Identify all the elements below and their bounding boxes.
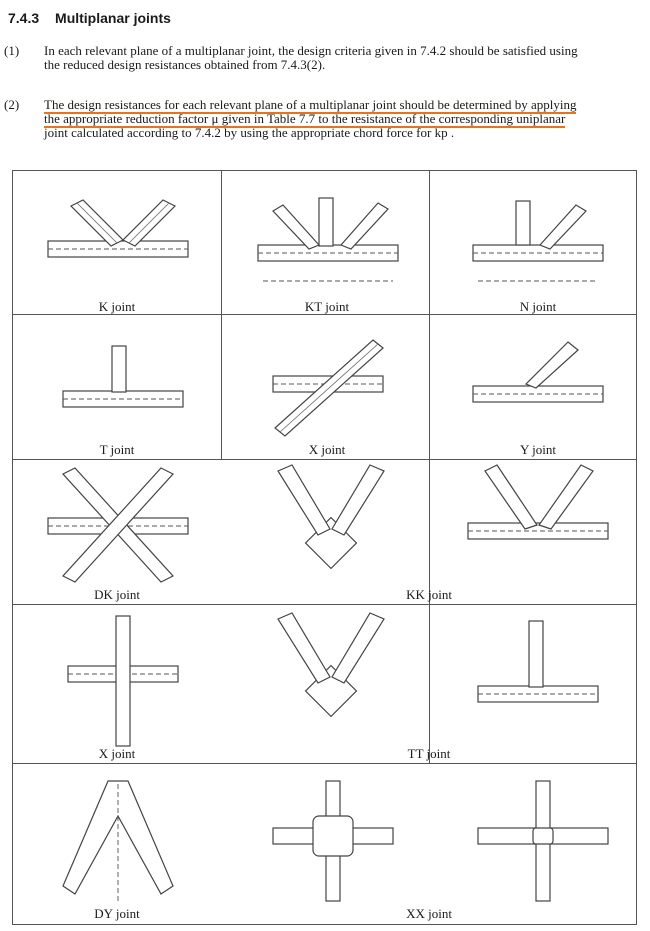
grid-divider — [429, 604, 430, 763]
paragraph-number: (2) — [4, 97, 20, 112]
joint-label-dy: DY joint — [94, 906, 140, 921]
xx-joint-figure-right — [473, 776, 613, 906]
joint-label-kt: KT joint — [304, 299, 350, 314]
n-joint-figure — [468, 193, 608, 293]
joint-label-t: T joint — [99, 442, 135, 457]
joint-label-k: K joint — [98, 299, 136, 314]
grid-divider — [13, 763, 636, 764]
paragraph-number: (1) — [4, 43, 20, 58]
paragraph-line: the reduced design resistances obtained from 7.4.3(2). — [44, 57, 326, 72]
joint-label-tt: TT joint — [407, 746, 451, 761]
grid-divider — [429, 314, 430, 459]
section-title: Multiplanar joints — [55, 10, 171, 26]
section-number: 7.4.3 — [8, 10, 40, 26]
joint-figure-grid — [12, 170, 637, 925]
grid-divider — [13, 604, 636, 605]
grid-divider — [429, 459, 430, 604]
kk-joint-figure-right — [463, 463, 613, 563]
joint-label-dk: DK joint — [94, 587, 140, 602]
paragraph-line: In each relevant plane of a multiplanar joint, the design criteria given in 7.4.2 should be satisfied using — [44, 43, 578, 58]
tt-joint-figure-right — [473, 616, 603, 736]
section-heading — [8, 10, 171, 26]
grid-divider — [221, 171, 222, 314]
grid-divider — [221, 314, 222, 459]
grid-divider — [429, 171, 430, 314]
kt-joint-figure — [253, 193, 403, 293]
grid-divider — [13, 459, 636, 460]
joint-label-y: Y joint — [520, 442, 556, 457]
paragraph-line-highlighted: The design resistances for each relevant plane of a multiplanar joint should be determined by applying — [44, 97, 577, 112]
joint-label-xx: XX joint — [406, 906, 452, 921]
joint-label-x-2: X joint — [98, 746, 136, 761]
t-joint-figure — [58, 341, 188, 431]
k-joint-figure — [43, 196, 193, 286]
paragraph-line: joint calculated according to 7.4.2 by using the appropriate chord force for kp . — [44, 125, 455, 140]
paragraph-line-highlighted: the appropriate reduction factor μ given in Table 7.7 to the resistance of the corresponding uniplanar — [44, 111, 566, 126]
dy-joint-figure — [53, 776, 183, 906]
kk-joint-figure-left — [268, 463, 393, 593]
x-joint-figure-2 — [63, 611, 183, 751]
tt-joint-figure-left — [268, 611, 393, 741]
x-joint-figure — [263, 336, 393, 441]
xx-joint-figure-left — [268, 776, 398, 906]
y-joint-figure — [468, 336, 608, 436]
dk-joint-figure — [43, 466, 193, 586]
joint-label-n: N joint — [519, 299, 557, 314]
joint-label-x: X joint — [308, 442, 346, 457]
joint-label-kk: KK joint — [406, 587, 452, 602]
